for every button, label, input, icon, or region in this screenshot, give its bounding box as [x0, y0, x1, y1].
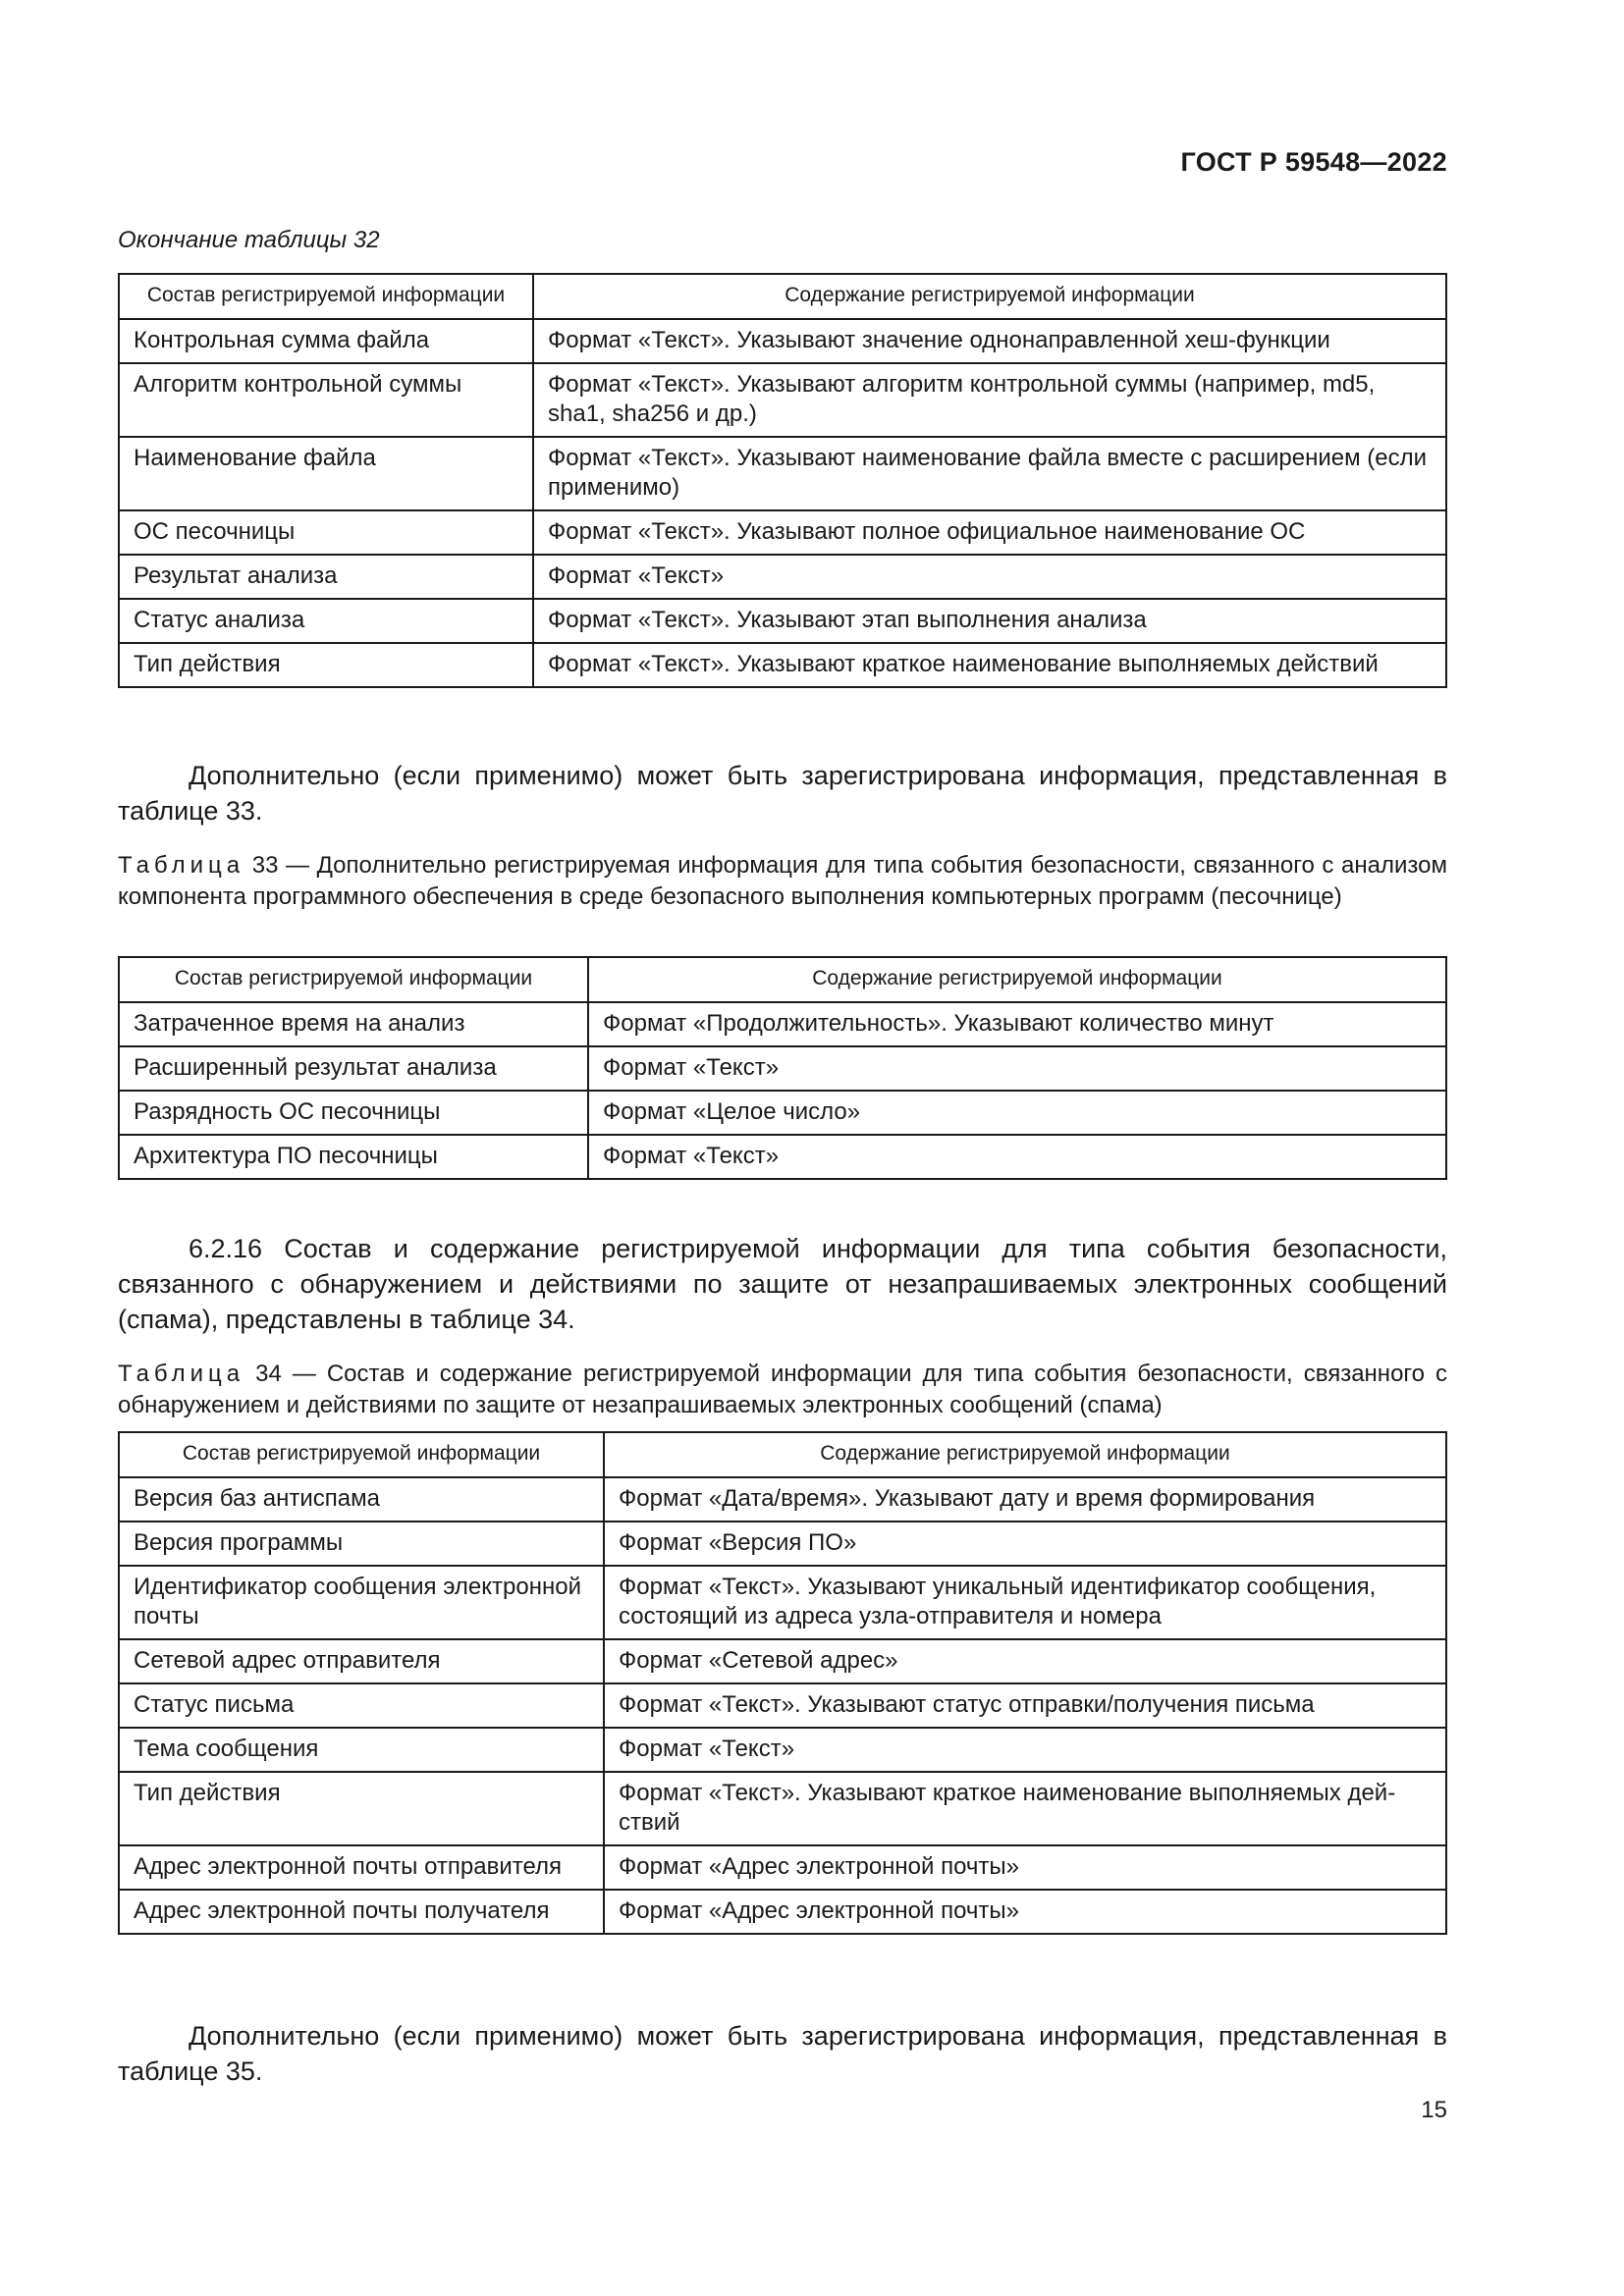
table-cell: Формат «Текст». Указывают полное официальное наименование ОС [533, 510, 1446, 555]
table-cell: Формат «Текст» [533, 555, 1446, 599]
table-cell: Формат «Сетевой адрес» [604, 1639, 1446, 1683]
table-cell: Результат анализа [119, 555, 533, 599]
body-paragraph: Дополнительно (если применимо) может быть зарегистрирована информация, представленная в таблице 35. [118, 2021, 1447, 2086]
table-cell: Формат «Текст». Указывают краткое наименование выполняемых действий [604, 1772, 1446, 1845]
standard-code: ГОСТ Р 59548—2022 [1180, 147, 1447, 177]
table-cell: Формат «Текст» [588, 1135, 1446, 1179]
body-paragraph: 6.2.16 Состав и содержание регистрируемой информации для типа события безопасности, связанного с обнаружением и действиями по защите от незапрашиваемых электронных сообщений (спама), представлены в таблице 34. [118, 1234, 1447, 1334]
table-row [119, 643, 1446, 687]
table-row [119, 555, 1446, 599]
column-header: Состав регистрируемой информации [119, 1432, 604, 1477]
table-cell: Адрес электронной почты получателя [119, 1890, 604, 1934]
table-34 [118, 1431, 1447, 1935]
table-row [119, 1890, 1446, 1934]
table-cell: Контрольная сумма файла [119, 319, 533, 363]
table-cell: Формат «Текст». Указывают статус отправки/получения письма [604, 1683, 1446, 1728]
table-cell: Формат «Дата/время». Указывают дату и время формирования [604, 1477, 1446, 1522]
table-32 [118, 273, 1447, 688]
table-header-row [119, 1432, 1446, 1477]
table-caption-text: 34 — Состав и содержание регистрируемой информации для типа события безопасности, связанного с обнаружением и действиями по защите от незапрашиваемых электронных сообщений (спама) [118, 1361, 1447, 1418]
table-row [119, 1683, 1446, 1728]
table-row [119, 1046, 1446, 1091]
table-row [119, 1639, 1446, 1683]
table-cell: Формат «Продолжительность». Указывают количество минут [588, 1002, 1446, 1046]
table-cell: ОС песочницы [119, 510, 533, 555]
table-33 [118, 956, 1447, 1180]
table-cell: Статус анализа [119, 599, 533, 643]
table-cell: Тип действия [119, 1772, 604, 1845]
column-header: Содержание регистрируемой информации [533, 274, 1446, 319]
table-cell: Формат «Адрес электронной почты» [604, 1845, 1446, 1890]
table-cell: Алгоритм контрольной суммы [119, 363, 533, 437]
table-row [119, 319, 1446, 363]
table-cell: Формат «Текст». Указывают значение однонаправленной хеш-функции [533, 319, 1446, 363]
table-row [119, 1566, 1446, 1639]
table-cell: Тип действия [119, 643, 533, 687]
table-row [119, 510, 1446, 555]
table-cell: Разрядность ОС песочницы [119, 1091, 588, 1135]
table-header-row [119, 274, 1446, 319]
table-row [119, 599, 1446, 643]
table-caption-label: Таблица [118, 852, 245, 879]
table-cell: Идентификатор сообщения электронной почты [119, 1566, 604, 1639]
table-cell: Версия баз антиспама [119, 1477, 604, 1522]
table-cell: Формат «Текст». Указывают алгоритм контрольной суммы (например, md5, sha1, sha256 и др.) [533, 363, 1446, 437]
table-cell: Формат «Текст». Указывают краткое наименование выполняемых действий [533, 643, 1446, 687]
table-cell: Формат «Текст». Указывают этап выполнения анализа [533, 599, 1446, 643]
table-cell: Затраченное время на анализ [119, 1002, 588, 1046]
table-cell: Формат «Версия ПО» [604, 1522, 1446, 1566]
column-header: Состав регистрируемой информации [119, 274, 533, 319]
table-cell: Архитектура ПО песочницы [119, 1135, 588, 1179]
table-row [119, 437, 1446, 510]
table-cell: Формат «Текст» [604, 1728, 1446, 1772]
table-cell: Наименование файла [119, 437, 533, 510]
table-cell: Версия программы [119, 1522, 604, 1566]
table-cell: Формат «Адрес электронной почты» [604, 1890, 1446, 1934]
table-continuation-label: Окончание таблицы 32 [118, 227, 380, 253]
table-cell: Статус письма [119, 1683, 604, 1728]
table-caption-label: Таблица [118, 1361, 245, 1387]
table-row [119, 1845, 1446, 1890]
table-caption-text: 33 — Дополнительно регистрируемая информация для типа события безопасности, связанного с анализом компонента программного обеспечения в среде безопасного выполнения компьютерных программ (песочнице) [118, 852, 1447, 910]
body-paragraph: Дополнительно (если применимо) может быть зарегистрирована информация, представленная в таблице 33. [118, 761, 1447, 826]
table-caption [118, 850, 1447, 913]
table-row [119, 363, 1446, 437]
table-row [119, 1135, 1446, 1179]
table-row [119, 1772, 1446, 1845]
column-header: Содержание регистрируемой информации [604, 1432, 1446, 1477]
table-cell: Формат «Целое число» [588, 1091, 1446, 1135]
table-cell: Формат «Текст». Указывают наименование файла вместе с расширением (если применимо) [533, 437, 1446, 510]
table-row [119, 1477, 1446, 1522]
table-row [119, 1002, 1446, 1046]
table-row [119, 1091, 1446, 1135]
table-cell: Формат «Текст» [588, 1046, 1446, 1091]
table-header-row [119, 957, 1446, 1002]
table-cell: Расширенный результат анализа [119, 1046, 588, 1091]
table-caption [118, 1359, 1447, 1421]
table-cell: Сетевой адрес отправителя [119, 1639, 604, 1683]
table-row [119, 1728, 1446, 1772]
column-header: Состав регистрируемой информации [119, 957, 588, 1002]
column-header: Содержание регистрируемой информации [588, 957, 1446, 1002]
page-number: 15 [1421, 2097, 1447, 2123]
table-cell: Тема сообщения [119, 1728, 604, 1772]
table-cell: Формат «Текст». Указывают уникальный идентификатор сообщения, состоящий из адреса узла-отправителя и номера [604, 1566, 1446, 1639]
table-cell: Адрес электронной почты отправителя [119, 1845, 604, 1890]
table-row [119, 1522, 1446, 1566]
